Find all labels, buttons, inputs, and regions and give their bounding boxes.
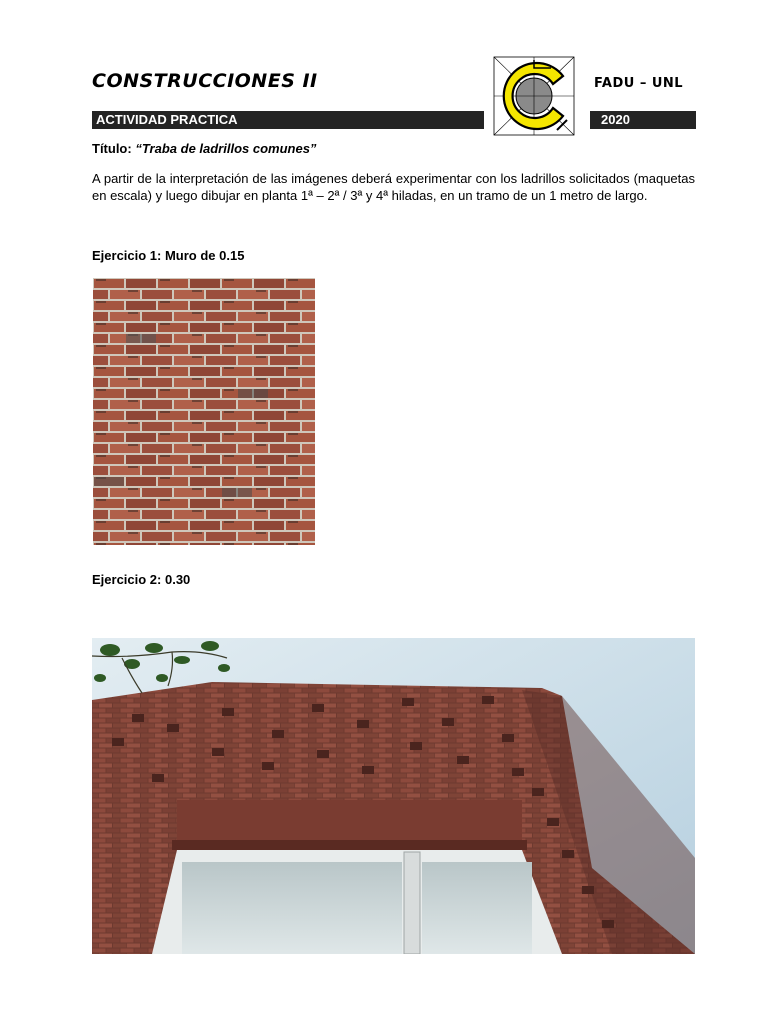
faculty-logo: [493, 56, 575, 136]
activity-bar: ACTIVIDAD PRACTICA: [92, 111, 484, 129]
title-label: Título:: [92, 141, 132, 156]
exercise-1-heading: Ejercicio 1: Muro de 0.15: [92, 248, 245, 263]
title-value: “Traba de ladrillos comunes”: [135, 141, 317, 156]
building-facade-photo: [92, 638, 695, 954]
brick-wall-photo: [93, 278, 315, 545]
institution-label: FADU – UNL: [594, 76, 684, 91]
intro-paragraph: A partir de la interpretación de las imágenes deberá experimentar con los ladrillos solicitados (maquetas en escala) y luego dibujar en planta 1ª – 2ª / 3ª y 4ª hiladas, en un tramo de un 1 metro de largo.: [92, 171, 695, 203]
brick-wall-illustration: [93, 278, 315, 545]
exercise-2-heading: Ejercicio 2: 0.30: [92, 572, 191, 587]
facade-illustration: [92, 638, 695, 954]
course-title: CONSTRUCCIONES II: [92, 70, 318, 92]
year-bar: 2020: [590, 111, 696, 129]
document-title: [92, 141, 316, 156]
